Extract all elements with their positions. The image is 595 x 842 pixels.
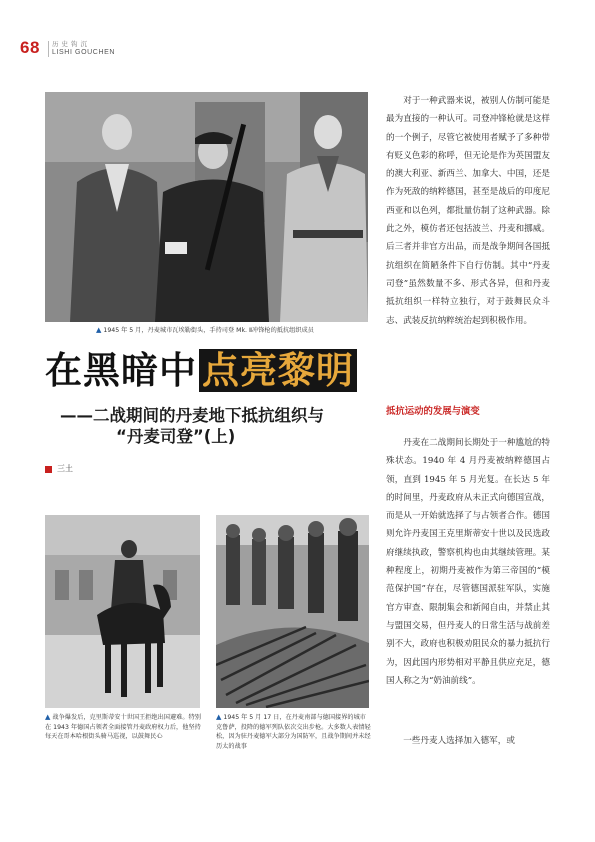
page-number: 68	[20, 38, 40, 57]
caption-text: 1945 年 5 月 17 日，在丹麦南部与德国接界的城市克鲁萨，投降的德军列队依次交出步枪。大多数人表情轻松，因为驻丹麦德军大部分为国防军，且战争期间并未经历太的战事	[216, 714, 371, 750]
photo-king-on-horse	[45, 515, 200, 708]
body-paragraph-2: 丹麦在二战期间长期处于一种尴尬的特殊状态。1940 年 4 月丹麦被纳粹德国占领，直到 1945 年 5 月光复。在长达 5 年的时间里，丹麦政府从未正式向德国宣战，而是从一开始就选择了与占领者合作。德国则允许丹麦国王克里斯蒂安十世以及民选政府继续执政，警察机构也由其继续管理。某种程度上，初期丹麦被作为第三帝国的“模范保护国”存在，尽管德国派驻军队，实施官方审查、限制集会和新闻自由，并禁止其与盟国交易，但丹麦人的日常生活与战前差别不大，政府也积极劝阻民众的暴力抵抗行为，因此国内形势相对平静且供应充足，德国人称之为“奶油前线”。	[386, 438, 550, 686]
body-paragraph-3: 一些丹麦人选择加入德军，或	[403, 736, 515, 746]
photo-surrendering-soldiers	[216, 515, 369, 708]
photo-caption-right	[216, 713, 372, 751]
caption-text: 1945 年 5 月，丹麦城市瓦埃勒街头，手持司登 Mk. Ⅱ冲锋枪的抵抗组织成员	[103, 327, 314, 334]
caption-marker-icon: ▲	[45, 713, 51, 721]
caption-marker-icon: ▲	[96, 326, 102, 334]
section-heading: 抵抗运动的发展与演变	[386, 406, 480, 417]
section-name-en: LISHI GOUCHEN	[52, 49, 116, 56]
author-marker-icon	[45, 466, 52, 473]
title-plain: 在黑暗中	[45, 349, 197, 392]
photo-resistance-members-scene	[45, 92, 368, 322]
article-subtitle-line1: ——二战期间的丹麦地下抵抗组织与	[60, 406, 324, 425]
photo-king-on-horse-scene	[45, 515, 200, 708]
photo-surrendering-soldiers-scene	[216, 515, 369, 708]
photo-caption-top	[96, 326, 368, 336]
caption-marker-icon: ▲	[216, 713, 222, 721]
photo-caption-left	[45, 713, 203, 742]
photo-resistance-members	[45, 92, 368, 322]
author-name: 三土	[57, 464, 73, 473]
caption-text: 战争爆发后，克里斯蒂安十世国王拒绝出国避难。特别在 1943 年德国占领者全面接管丹麦政府权力后，他坚持每天在哥本哈根街头骑马巡视，以鼓舞民心	[45, 714, 201, 741]
article-title	[45, 347, 357, 395]
section-name-cn: 历史钩沉	[52, 40, 90, 48]
article-subtitle-line2: “丹麦司登”(上)	[116, 427, 236, 446]
header-divider	[48, 41, 49, 57]
body-paragraph-1: 对于一种武器来说，被别人仿制可能是最为直接的一种认可。司登冲锋枪就是这样的一个例子，尽管它被使用者赋予了多种带有贬义色彩的称呼，但无论是作为英国盟友的澳大利亚、新西兰、加拿大、中国，还是作为死敌的纳粹德国，甚至是战后的印度尼西亚和以色列，都批量仿制了这种武器。除此之外，模仿者还包括波兰、丹麦和挪威。后三者并非官方出品，而是战争期间各国抵抗组织在简陋条件下自行仿制。其中“丹麦司登”虽然数量不多、形式各异，但和丹麦抵抗组织一样特立独行，对于鼓舞民众斗志、武装反抗纳粹统治起到积极作用。	[386, 96, 550, 326]
title-highlight: 点亮黎明	[199, 349, 357, 392]
